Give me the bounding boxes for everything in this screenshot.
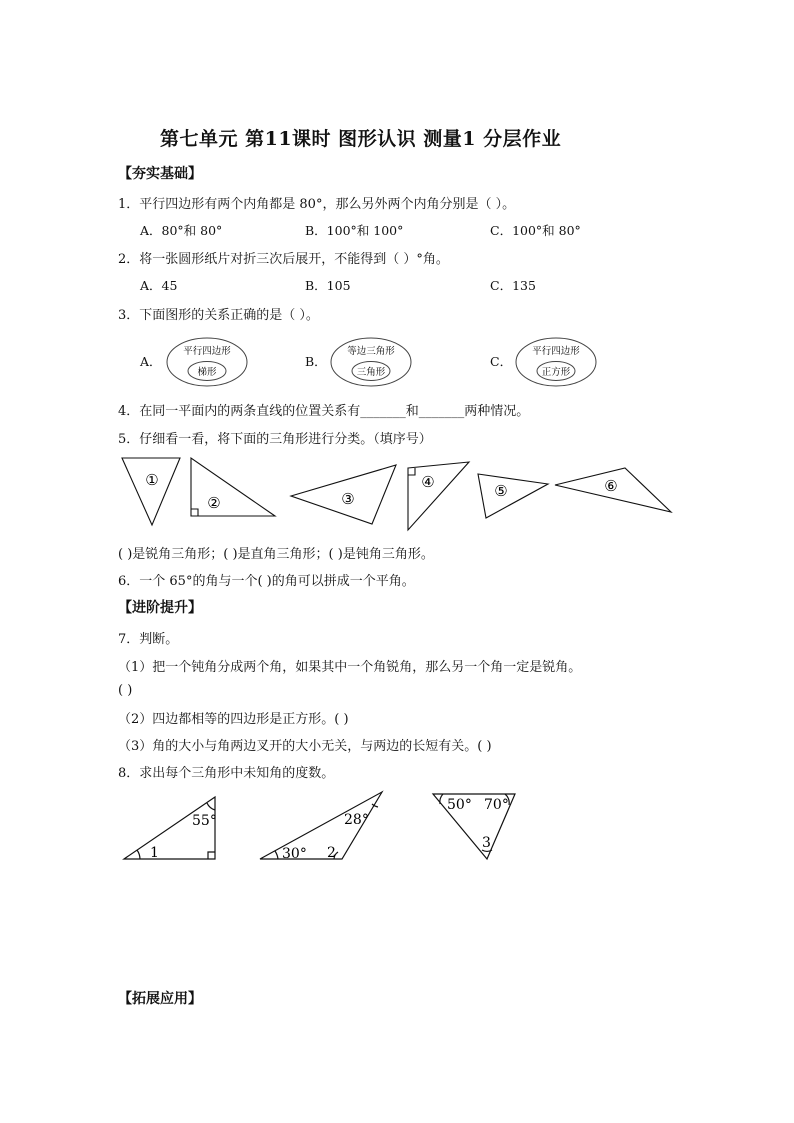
q3-option-a-letter[interactable]: A． [140, 354, 162, 369]
page-title: 第七单元 第11课时 图形认识 测量1 分层作业 [160, 128, 562, 150]
q7-item-1: （1）把一个钝角分成两个角，如果其中一个角锐角，那么另一个角一定是锐角。 [118, 660, 582, 675]
triangle-6-label: ⑥ [604, 477, 618, 495]
section-advanced-heading: 【进阶提升】 [118, 600, 202, 616]
q3-a-inner-label: 梯形 [197, 367, 217, 378]
question-6[interactable]: 6．一个 65°的角与一个( )的角可以拼成一个平角。 [118, 574, 415, 589]
q8-t2-known-angle-left: 30° [282, 846, 307, 862]
question-1: 1．平行四边形有两个内角都是 80°，那么另外两个内角分别是（ ）。 [118, 197, 516, 212]
question-4: 4．在同一平面内的两条直线的位置关系有_______和_______两种情况。 [118, 404, 530, 419]
q8-triangles [110, 785, 530, 870]
q1-option-c[interactable]: C．100°和 80° [490, 223, 581, 238]
section-extended-heading: 【拓展应用】 [118, 991, 202, 1007]
triangle-1-label: ① [145, 471, 159, 489]
triangle-4-label: ④ [421, 473, 435, 491]
q8-t3-unknown-angle: 3 [482, 835, 491, 851]
q1-option-a[interactable]: A．80°和 80° [140, 223, 223, 238]
q7-item-3[interactable]: （3）角的大小与角两边叉开的大小无关，与两边的长短有关。( ) [118, 739, 492, 754]
q7-item-2[interactable]: （2）四边都相等的四边形是正方形。( ) [118, 712, 349, 727]
q8-t2-known-angle-top: 28° [344, 812, 369, 828]
triangle-5 [478, 474, 548, 518]
question-7: 7．判断。 [118, 632, 179, 647]
question-3: 3．下面图形的关系正确的是（ ）。 [118, 308, 319, 323]
q1-option-b[interactable]: B．100°和 100° [305, 223, 404, 238]
q5-answer-line[interactable]: ( )是锐角三角形；( )是直角三角形；( )是钝角三角形。 [118, 547, 434, 562]
q8-t1-unknown-angle: 1 [150, 845, 159, 861]
q8-t1-known-angle: 55° [192, 813, 217, 829]
q3-c-inner-label: 正方形 [541, 367, 571, 378]
q2-option-c[interactable]: C．135 [490, 278, 536, 293]
q5-triangles [110, 452, 690, 532]
triangle-3-label: ③ [341, 490, 355, 508]
q2-option-a[interactable]: A．45 [140, 278, 178, 293]
q3-option-c-letter[interactable]: C． [490, 354, 513, 369]
question-8: 8．求出每个三角形中未知角的度数。 [118, 766, 335, 781]
triangle-1 [122, 458, 180, 525]
q3-b-outer-label: 等边三角形 [347, 346, 395, 357]
q3-option-b-letter[interactable]: B． [305, 354, 327, 369]
q3-option-a-venn [165, 336, 249, 388]
q3-option-c-venn [514, 336, 598, 388]
triangle-2 [191, 458, 275, 516]
triangle-4 [408, 462, 469, 530]
q8-t2-unknown-angle: 2 [327, 845, 336, 861]
q3-option-b-venn [329, 336, 413, 388]
q3-c-outer-label: 平行四边形 [532, 346, 580, 357]
q7-item-1-answer[interactable]: ( ) [118, 683, 133, 698]
q8-t3-known-angle-left: 50° [447, 797, 472, 813]
question-5: 5．仔细看一看，将下面的三角形进行分类。（填序号） [118, 432, 432, 447]
section-basic-heading: 【夯实基础】 [118, 166, 202, 182]
q2-option-b[interactable]: B．105 [305, 278, 351, 293]
q3-a-outer-label: 平行四边形 [183, 346, 231, 357]
triangle-5-label: ⑤ [494, 482, 508, 500]
q3-b-inner-label: 三角形 [356, 367, 386, 378]
triangle-2-label: ② [207, 494, 221, 512]
q8-t3-known-angle-right: 70° [484, 797, 509, 813]
question-2: 2．将一张圆形纸片对折三次后展开，不能得到（ ）°角。 [118, 252, 449, 267]
